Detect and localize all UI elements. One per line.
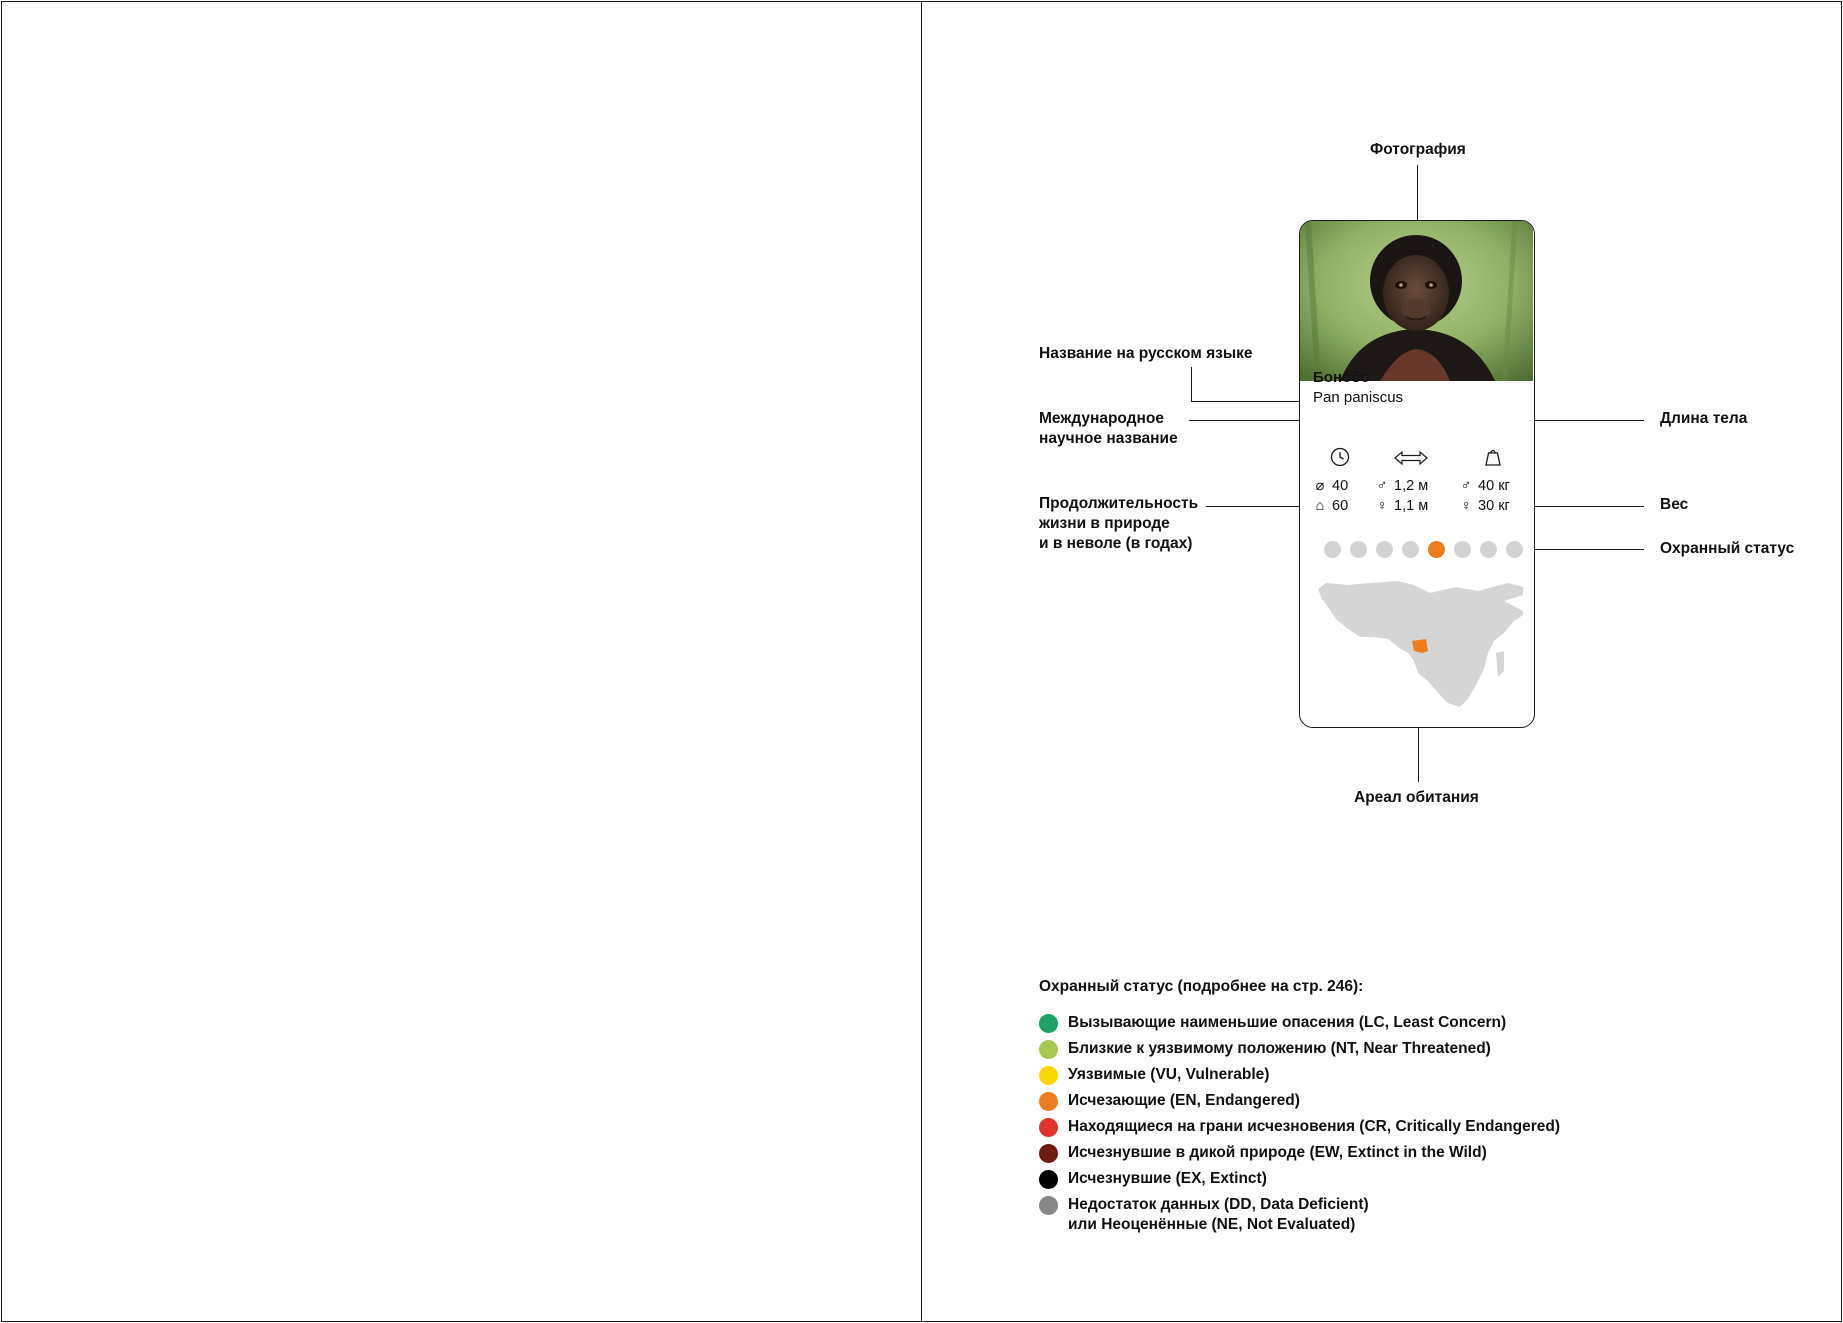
status-dot: [1428, 541, 1445, 558]
female-icon: ♀: [1376, 498, 1388, 514]
callout-photo: Фотография: [1370, 141, 1466, 158]
legend-item-label: Близкие к уязвимому положению (NT, Near Threatened): [1068, 1040, 1491, 1057]
leader-status: [1520, 549, 1644, 550]
legend-item-label: Исчезнувшие (EX, Extinct): [1068, 1170, 1267, 1187]
length-male: ♂ 1,2 м: [1374, 476, 1428, 496]
status-dot: [1454, 541, 1471, 558]
status-color-dot: [1039, 1014, 1058, 1033]
leader-russian-name-h: [1191, 401, 1311, 402]
legend-item-label: Находящиеся на грани исчезновения (CR, Critically Endangered): [1068, 1118, 1560, 1135]
status-color-dot: [1039, 1118, 1058, 1137]
weight-male: ♂ 40 кг: [1458, 476, 1510, 496]
status-color-dot: [1039, 1040, 1058, 1059]
legend-item-label: Исчезнувшие в дикой природе (EW, Extinct in the Wild): [1068, 1144, 1487, 1161]
species-name-latin: Pan paniscus: [1313, 389, 1404, 406]
callout-range: Ареал обитания: [1354, 789, 1479, 806]
status-dot: [1506, 541, 1523, 558]
species-name-ru: Бонобо: [1313, 369, 1370, 386]
legend-item-label: Недостаток данных (DD, Data Deficient) или Неоценённые (NE, Not Evaluated): [1068, 1196, 1369, 1233]
arrows-icon: [1393, 450, 1429, 466]
leader-scientific-name: [1189, 420, 1311, 421]
species-card: [1299, 220, 1535, 728]
female-icon: ♀: [1460, 498, 1472, 514]
status-dot: [1350, 541, 1367, 558]
status-color-dot: [1039, 1170, 1058, 1189]
clock-icon: [1330, 447, 1350, 467]
house-icon: ⌂: [1315, 498, 1325, 514]
legend-item-label: Вызывающие наименьшие опасения (LC, Least Concern): [1068, 1014, 1507, 1031]
status-dot: [1402, 541, 1419, 558]
left-page: [1, 1, 922, 1322]
legend-item-label: Исчезающие (EN, Endangered): [1068, 1092, 1300, 1109]
range-map: [1318, 581, 1523, 711]
lifespan-wild: ⌀ 40: [1312, 476, 1348, 496]
status-color-dot: [1039, 1066, 1058, 1085]
status-color-dot: [1039, 1144, 1058, 1163]
callout-weight: Вес: [1660, 496, 1689, 513]
weight-female: ♀ 30 кг: [1458, 496, 1510, 516]
male-icon: ♂: [1376, 478, 1388, 494]
bonobo-photo: [1300, 221, 1533, 381]
lifespan-captive: ⌂ 60: [1312, 496, 1348, 516]
status-dot: [1324, 541, 1341, 558]
callout-lifespan: Продолжительность жизни в природе и в неволе (в годах): [1039, 495, 1199, 552]
status-color-dot: [1039, 1196, 1058, 1215]
status-dot: [1376, 541, 1393, 558]
legend-title: Охранный статус (подробнее на стр. 246):: [1039, 978, 1364, 995]
status-color-dot: [1039, 1092, 1058, 1111]
leader-photo: [1417, 165, 1418, 222]
male-icon: ♂: [1460, 478, 1472, 494]
range-area: [1412, 639, 1428, 653]
legend-item-label: Уязвимые (VU, Vulnerable): [1068, 1066, 1270, 1083]
callout-body-length: Длина тела: [1660, 410, 1748, 427]
callout-russian-name: Название на русском языке: [1039, 345, 1253, 362]
wild-icon: ⌀: [1315, 478, 1325, 494]
leader-lifespan: [1206, 506, 1311, 507]
length-female: ♀ 1,1 м: [1374, 496, 1428, 516]
status-dot: [1480, 541, 1497, 558]
callout-status: Охранный статус: [1660, 540, 1795, 557]
callout-scientific-name: Международное научное название: [1039, 410, 1178, 447]
weight-icon: [1483, 447, 1503, 467]
leader-russian-name-v: [1191, 367, 1192, 401]
